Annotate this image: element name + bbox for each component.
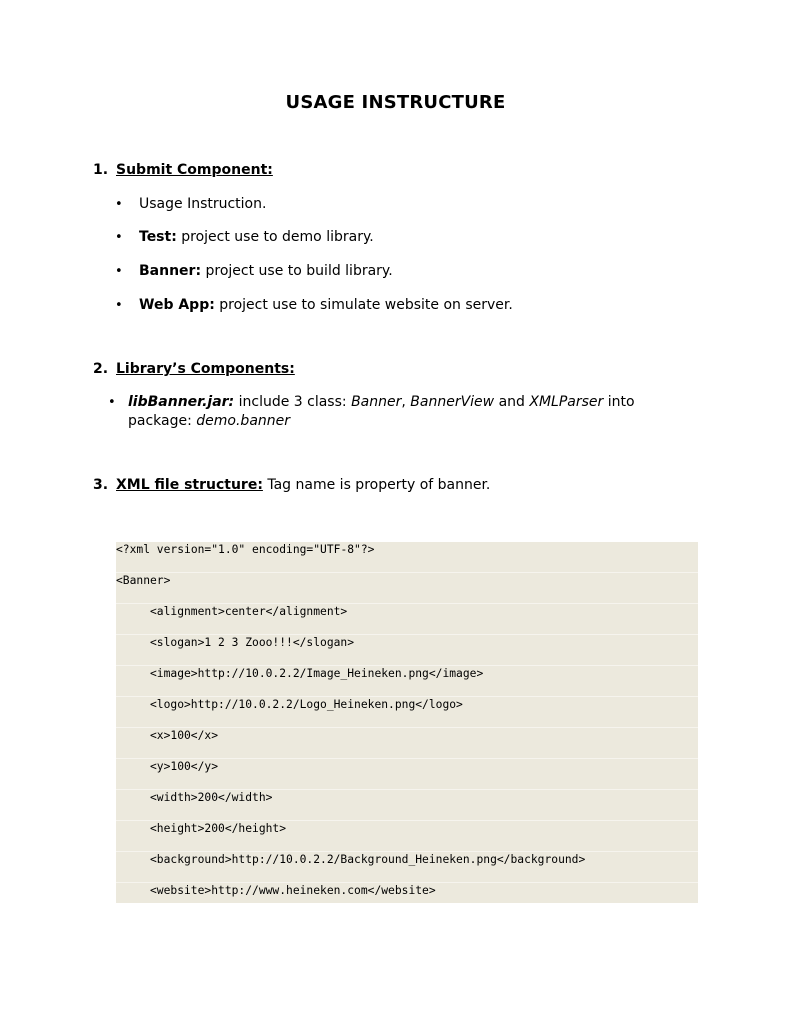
section-title: Submit Component: [116, 162, 273, 178]
section-2-heading [93, 361, 295, 377]
list-item-text: Usage Instruction. [139, 196, 267, 212]
code-line [116, 635, 698, 666]
library-name: libBanner.jar: [128, 394, 235, 410]
text-run: into package: [128, 394, 635, 429]
list-item [115, 263, 393, 279]
code-text: <Banner> [116, 574, 171, 587]
text-run: and [494, 394, 530, 410]
list-item-text: project use to simulate website on server. [214, 297, 513, 313]
code-text: <image>http://10.0.2.2/Image_Heineken.png</image> [150, 667, 484, 680]
code-line [116, 697, 698, 728]
class-name: BannerView [410, 394, 495, 410]
section-3-heading [93, 477, 490, 493]
code-text: <website>http://www.heineken.com</website> [150, 884, 436, 897]
code-line [116, 666, 698, 697]
list-item-label: Test: [139, 229, 177, 245]
code-text: <y>100</y> [150, 760, 219, 773]
library-list-item [108, 393, 668, 431]
section-title: Library’s Components: [116, 361, 295, 377]
list-item [115, 229, 374, 245]
section-number: 1. [93, 162, 109, 178]
bullet-icon: • [108, 395, 116, 410]
code-text: <alignment>center</alignment> [150, 605, 348, 618]
package-name: demo.banner [196, 413, 291, 429]
code-line [116, 759, 698, 790]
code-line [116, 883, 698, 903]
code-line [116, 728, 698, 759]
text-run: include 3 class: [234, 394, 352, 410]
section-number: 3. [93, 477, 109, 493]
bullet-icon: • [115, 264, 123, 279]
code-line [116, 821, 698, 852]
class-name: XMLParser [529, 394, 604, 410]
list-item-label: Web App: [139, 297, 215, 313]
list-item-label: Banner: [139, 263, 202, 279]
code-text: <width>200</width> [150, 791, 273, 804]
code-text: <background>http://10.0.2.2/Background_Heineken.png</background> [150, 853, 586, 866]
list-item-text: project use to build library. [201, 263, 393, 279]
code-text: <logo>http://10.0.2.2/Logo_Heineken.png</logo> [150, 698, 463, 711]
code-text: <slogan>1 2 3 Zooo!!!</slogan> [150, 636, 355, 649]
bullet-icon: • [115, 197, 123, 212]
code-line [116, 542, 698, 573]
code-line [116, 573, 698, 604]
list-item [115, 196, 266, 212]
code-text: <?xml version="1.0" encoding="UTF-8"?> [116, 543, 375, 556]
code-text: <x>100</x> [150, 729, 219, 742]
library-description [128, 393, 668, 431]
code-text: <height>200</height> [150, 822, 287, 835]
bullet-icon: • [115, 298, 123, 313]
bullet-icon: • [115, 230, 123, 245]
section-description: Tag name is property of banner. [262, 477, 491, 493]
section-1-heading [93, 162, 273, 178]
page-title: USAGE INSTRUCTURE [285, 92, 506, 113]
class-name: Banner [351, 394, 402, 410]
list-item [115, 297, 513, 313]
text-run: , [401, 394, 411, 410]
list-item-text: project use to demo library. [176, 229, 374, 245]
code-line [116, 604, 698, 635]
xml-code-block [116, 542, 698, 903]
section-title: XML file structure: [116, 477, 263, 493]
code-line [116, 852, 698, 883]
section-number: 2. [93, 361, 109, 377]
code-line [116, 790, 698, 821]
